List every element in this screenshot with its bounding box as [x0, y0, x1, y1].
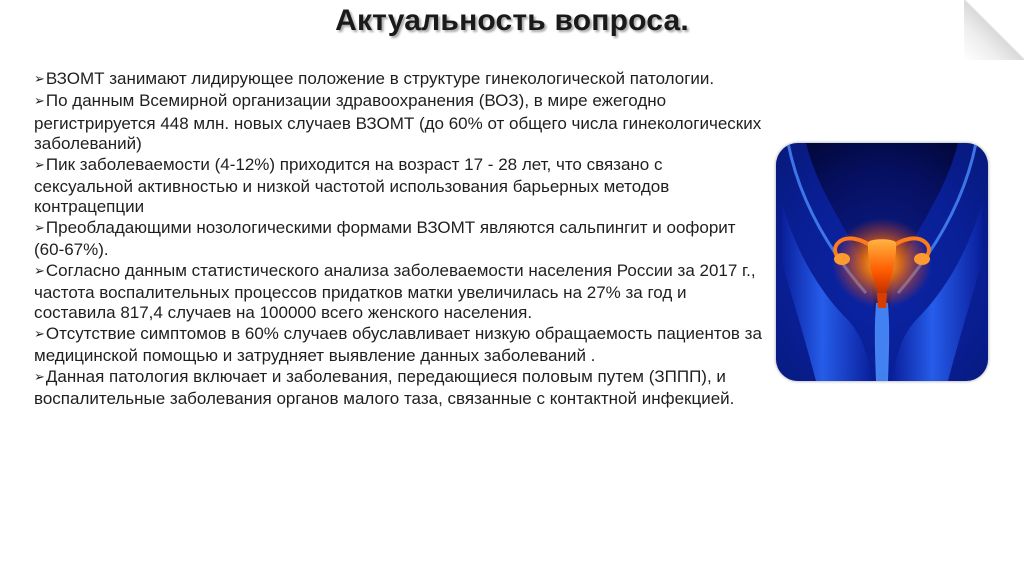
bullet-text: Пик заболеваемости (4-12%) приходится на возраст 17 - 28 лет, что связано с сексуальной активностью и низкой частотой использования барьерных методов контрацепции — [34, 154, 670, 217]
pelvis-uterus-illustration — [776, 143, 988, 381]
anatomy-svg — [776, 143, 988, 381]
bullet-text: Согласно данным статистического анализа заболеваемости населения России за 2017 г., частота воспалительных процессов придатков матки увеличилась на 27% за год и составила 817,4 случаев на 100000 всего женского населения. — [34, 260, 756, 323]
list-item — [34, 69, 764, 91]
bullet-text: ВЗОМТ занимают лидирующее положение в структуре гинекологической патологии. — [45, 69, 715, 88]
bullet-text: По данным Всемирной организации здравоохранения (ВОЗ), в мире ежегодно регистрируется 448 млн. новых случаев ВЗОМТ (до 60% от общего числа гинекологических заболеваний) — [34, 91, 762, 154]
arrow-bullet-icon: ➢ — [34, 263, 45, 279]
bullet-text: Данная патология включает и заболевания, передающиеся половым путем (ЗППП), и воспалительные заболевания органов малого таза, связанные с контактной инфекцией. — [34, 366, 735, 409]
arrow-bullet-icon: ➢ — [34, 157, 45, 173]
arrow-bullet-icon: ➢ — [34, 72, 45, 87]
list-item — [34, 91, 764, 154]
arrow-bullet-icon: ➢ — [34, 220, 45, 236]
list-item — [34, 367, 764, 410]
arrow-bullet-icon: ➢ — [34, 369, 45, 385]
arrow-bullet-icon: ➢ — [34, 94, 45, 110]
bullet-text: Отсутствие симптомов в 60% случаев обуславливает низкую обращаемость пациентов за медицинской помощью и затрудняет выявление данных заболеваний . — [34, 323, 762, 366]
list-item — [34, 324, 764, 367]
arrow-bullet-icon: ➢ — [34, 326, 45, 342]
list-item — [34, 261, 764, 324]
bullet-text: Преобладающими нозологическими формами ВЗОМТ являются сальпингит и оофорит (60-67%). — [34, 217, 736, 260]
page-title: Актуальность вопроса. — [335, 4, 689, 37]
bullet-list — [34, 69, 764, 410]
list-item — [34, 218, 764, 261]
list-item — [34, 155, 764, 218]
